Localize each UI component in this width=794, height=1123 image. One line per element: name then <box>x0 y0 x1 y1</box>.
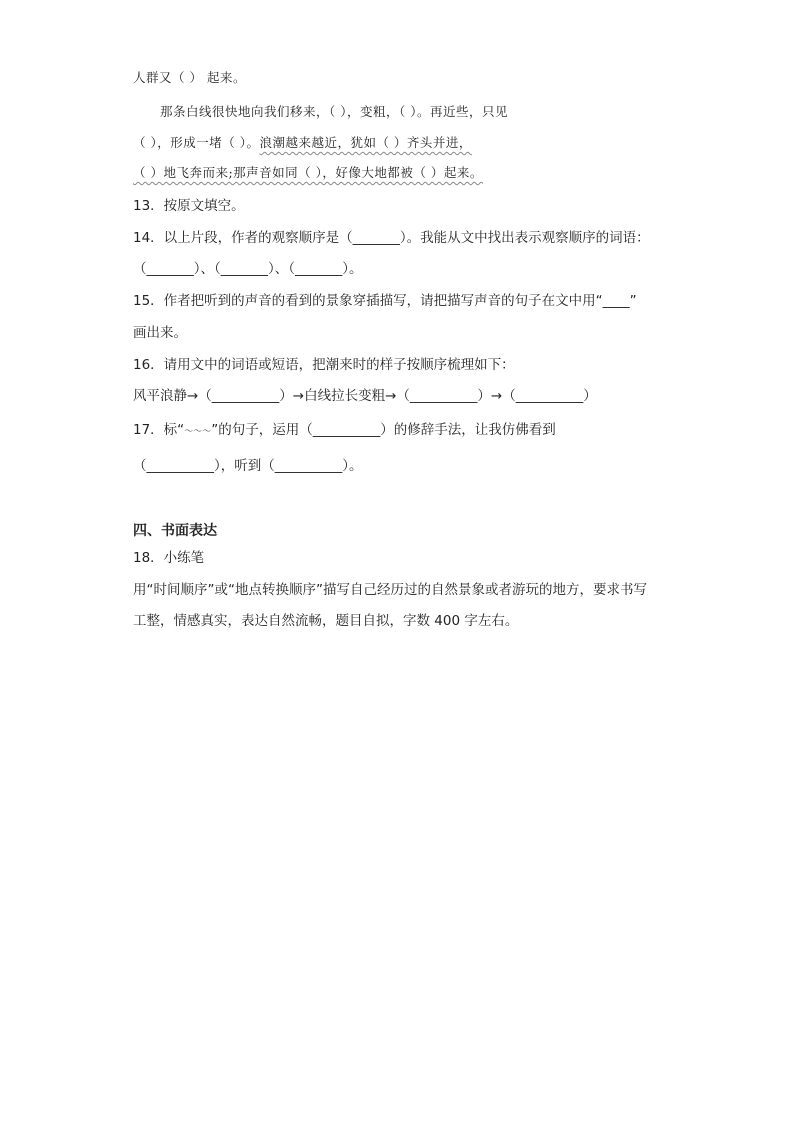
wavy-line-mark: ～～～ <box>184 427 212 437</box>
question-15-line-2: 画出来。 <box>133 325 187 341</box>
passage-line-3-part-a: （ ），形成一堵（ ）。 <box>133 135 260 150</box>
question-14-line-2: （_______）、（_______）、（_______）。 <box>133 261 363 277</box>
passage-line-4: （ ）地飞奔而来;那声音如同（ ），好像大地都被（ ）起来。 <box>133 165 483 180</box>
question-17-line-2: （__________），听到（__________）。 <box>133 458 363 474</box>
question-18: 18．小练笔 <box>133 550 205 566</box>
question-18-paragraph-line-2: 工整，情感真实，表达自然流畅，题目自拟，字数 400 字左右。 <box>133 613 519 629</box>
question-14-line-1: 14．以上片段，作者的观察顺序是（_______）。我能从文中找出表示观察顺序的词语： <box>133 230 650 246</box>
question-17-prefix: 17．标“ <box>133 422 185 438</box>
passage-line-3 <box>133 133 472 151</box>
question-16-line-1: 16．请用文中的词语或短语，把潮来时的样子按顺序梳理如下： <box>133 357 515 373</box>
passage-wavy-sentence-1: 浪潮越来越近，犹如（ ）齐头并进， <box>259 135 472 150</box>
question-17-rest: ”的句子，运用（__________）的修辞手法，让我仿佛看到 <box>211 422 556 438</box>
question-13: 13．按原文填空。 <box>133 198 245 214</box>
passage-line-2: 那条白线很快地向我们移来，（ ），变粗，（ ）。再近些，只见 <box>160 104 508 119</box>
section-4-heading: 四、书面表达 <box>133 523 217 539</box>
question-16-line-2: 风平浪静→（__________）→白线拉长变粗→（__________）→（__________） <box>133 388 597 404</box>
passage-line-1: 人群又（ ） 起来。 <box>133 70 246 85</box>
question-15-line-1: 15．作者把听到的声音的看到的景象穿插描写，请把描写声音的句子在文中用“____” <box>133 293 637 309</box>
question-17-line-1 <box>133 418 556 438</box>
question-18-paragraph-line-1: 用“时间顺序”或“地点转换顺序”描写自己经历过的自然景象或者游玩的地方，要求书写 <box>133 582 647 598</box>
